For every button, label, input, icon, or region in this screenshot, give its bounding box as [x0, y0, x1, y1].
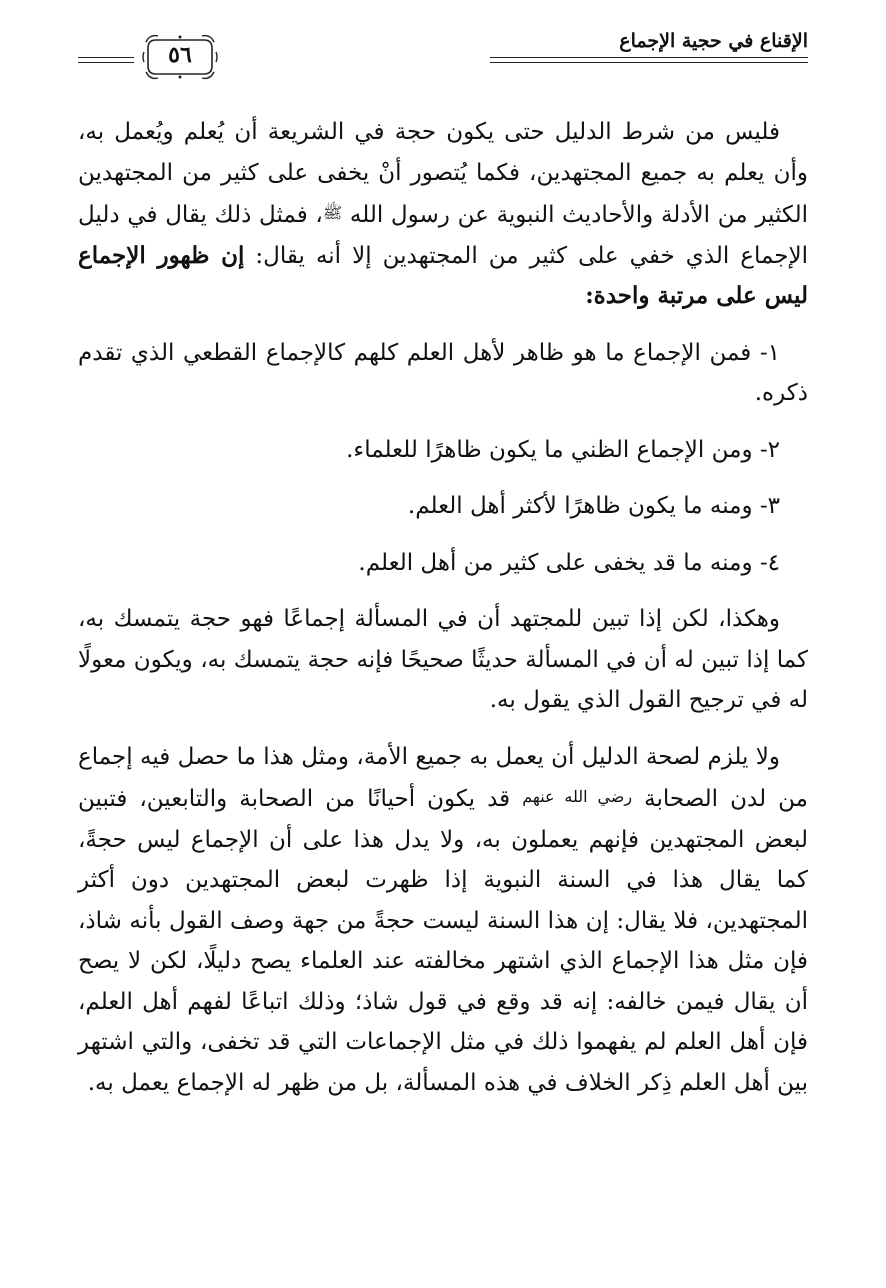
paragraph-text: ولا يلزم لصحة الدليل أن يعمل به جميع الأمة، ومثل هذا ما حصل فيه إجماع من لدن الصحابة [78, 743, 808, 812]
header-rule [490, 57, 808, 58]
paragraph [78, 737, 808, 1104]
header-rule [78, 57, 134, 58]
list-item: ٣- ومنه ما يكون ظاهرًا لأكثر أهل العلم. [407, 493, 780, 519]
paragraph [78, 112, 808, 317]
paragraph-text: فليس من شرط الدليل حتى يكون حجة في الشريعة أن يُعلم ويُعمل به، وأن يعلم به جميع المجتهدين، فكما يُتصور أنْ يخفى على كثير من المجتهدين الكثير من الأدلة والأحاديث النبوية عن رسول الله [78, 119, 808, 228]
list-item: ١- فمن الإجماع ما هو ظاهر لأهل العلم كلهم كالإجماع القطعي الذي تقدم ذكره. [78, 339, 808, 406]
salutation-symbol: ﷺ [322, 203, 343, 222]
header-rule [490, 62, 808, 63]
list-item: ٢- ومن الإجماع الظني ما يكون ظاهرًا للعلماء. [346, 436, 780, 463]
paragraph-text: قد يكون أحيانًا من الصحابة والتابعين، فتبين لبعض المجتهدين فإنهم يعملون به، ولا يدل هذا على أن الإجماع ليس حجةً، كما يقال هذا في السنة النبوية إذا ظهرت لبعض المجتهدين دون أكثر المجتهدين، فلا يقال: إن هذا السنة ليست حجةً من جهة وصف القول بأنه شاذ، فإن مثل هذا الإجماع الذي اشتهر مخالفته عند العلماء يصح دليلًا، لكن لا يصح أن يقال فيمن خالفه: إنه قد وقع في قول شاذ؛ وذلك اتباعًا لفهم أهل العلم، فإن أهل العلم لم يفهموا ذلك في مثل الإجماعات التي قد تخفى، والتي اشتهر بين أهل العلم ذِكر الخلاف في هذه المسألة، بل من ظهر له الإجماع يعمل به. [78, 786, 808, 1096]
paragraph-text: ، فمثل ذلك يقال في دليل الإجماع الذي خفي على كثير من المجتهدين إلا أنه يقال: [78, 202, 808, 269]
paragraph: وهكذا، لكن إذا تبين للمجتهد أن في المسألة إجماعًا فهو حجة يتمسك به، كما إذا تبين له أن في المسألة حديثًا صحيحًا فإنه حجة يتمسك به، ويكون معولًا له في ترجيح القول الذي يقول به. [78, 606, 808, 713]
page-body [78, 112, 808, 1103]
book-title: الإقناع في حجية الإجماع [619, 30, 808, 52]
header-rule [78, 62, 134, 63]
running-header [78, 26, 808, 84]
list-item: ٤- ومنه ما قد يخفى على كثير من أهل العلم. [358, 549, 780, 576]
bold-statement: إن ظهور الإجماع ليس على مرتبة واحدة: [78, 241, 808, 309]
page-number: ٥٦ [168, 42, 192, 68]
honorific-symbol: رضي الله عنهم [522, 787, 633, 806]
page-number-badge [142, 32, 218, 82]
